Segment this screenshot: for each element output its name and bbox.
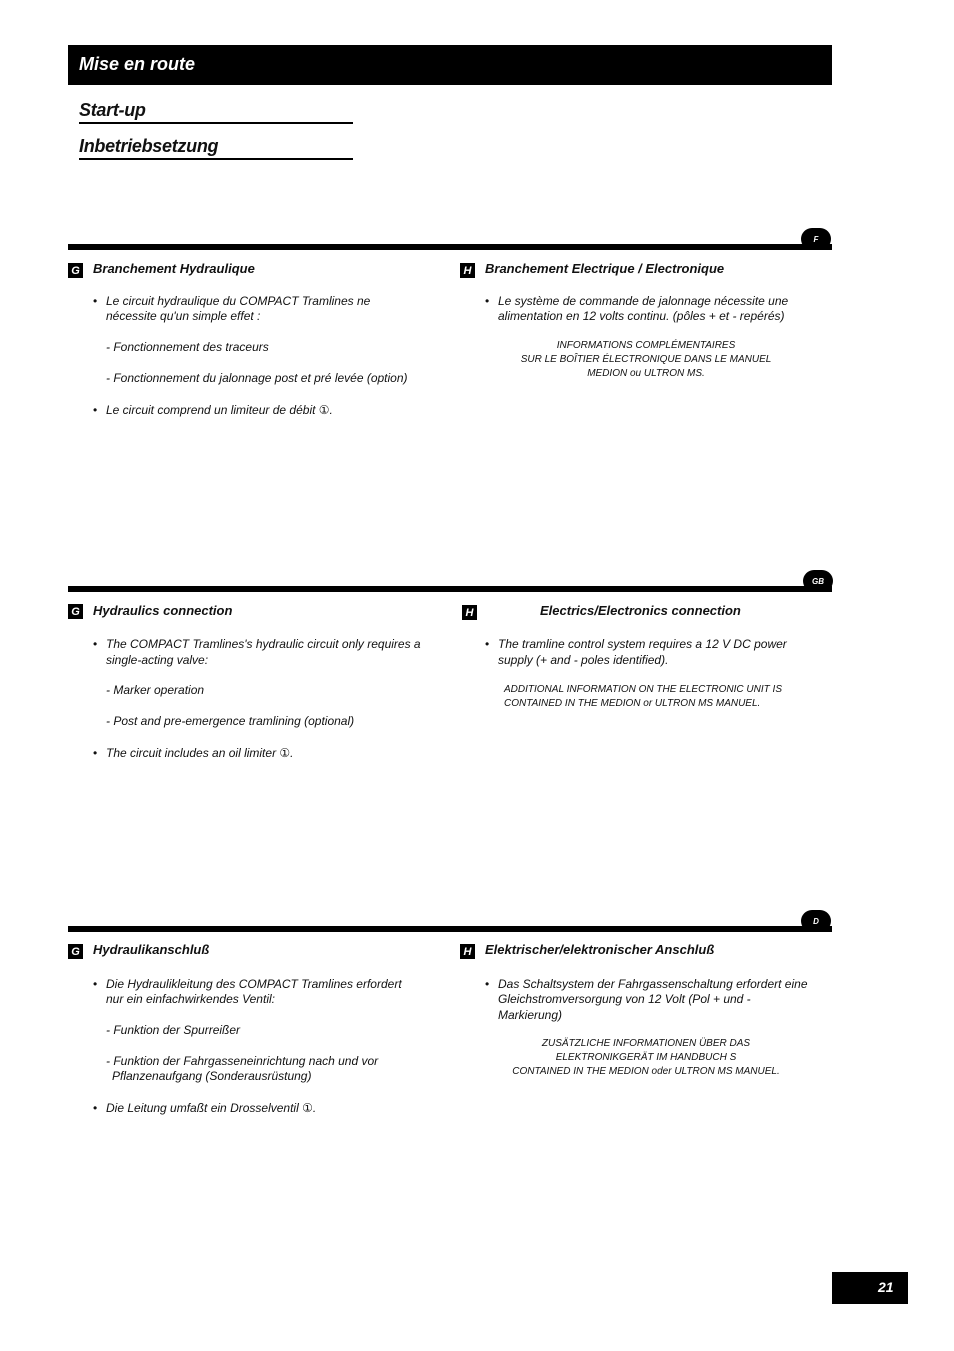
section-letter-g: G <box>68 604 83 619</box>
section-title-hydraulic-gb: Hydraulics connection <box>93 603 233 618</box>
section-title-electric-fr: Branchement Electrique / Electronique <box>485 261 725 276</box>
page-title: Mise en route <box>79 54 196 74</box>
language-badge-fr: F <box>801 228 831 250</box>
section-divider-fr <box>68 244 832 250</box>
hydraulic-text-gb-1b: single-acting valve: <box>106 653 209 667</box>
electric-text-de-1a: Das Schaltsystem der Fahrgassenschaltung erfordert eine <box>498 977 808 991</box>
bullet-marker: • <box>485 977 490 991</box>
section-letter-h: H <box>462 605 477 620</box>
language-badge-de: D <box>801 910 831 932</box>
hydraulic-item-de-2b: Pflanzenaufgang (Sonderausrüstung) <box>112 1069 312 1083</box>
hydraulic-item-gb-1: - Marker operation <box>106 683 205 697</box>
section-letter-g: G <box>68 263 83 278</box>
electric-note-fr-3: MEDION ou ULTRON MS. <box>587 368 705 379</box>
electric-text-de-1b: Gleichstromversorgung von 12 Volt (Pol + und - <box>498 992 751 1006</box>
section-letter-g: G <box>68 944 83 959</box>
section-title-hydraulic-de: Hydraulikanschluß <box>93 942 210 957</box>
bullet-marker: • <box>93 977 98 991</box>
hydraulic-item-de-2a: - Funktion der Fahrgasseneinrichtung nach und vor <box>106 1054 379 1068</box>
section-divider-de <box>68 926 832 932</box>
electric-note-fr-2: SUR LE BOÎTIER ÉLECTRONIQUE DANS LE MANUEL <box>520 354 772 365</box>
electric-note-de-3: CONTAINED IN THE MEDION oder ULTRON MS MANUEL. <box>512 1066 780 1077</box>
bullet-marker: • <box>485 637 490 651</box>
bullet-marker: • <box>93 294 98 308</box>
electric-text-de-1c: Markierung) <box>498 1008 563 1022</box>
language-badge-gb: GB <box>803 570 833 592</box>
electric-text-fr-1b: alimentation en 12 volts continu. (pôles + et - repérés) <box>498 309 785 323</box>
hydraulic-text-gb-2: The circuit includes an oil limiter ①. <box>106 746 294 760</box>
hydraulic-text-de-1a: Die Hydraulikleitung des COMPACT Tramlines erfordert <box>106 977 402 991</box>
hydraulic-text-fr-2: Le circuit comprend un limiteur de débit ①. <box>106 403 333 417</box>
section-letter-h: H <box>460 944 475 959</box>
electric-text-gb-1b: supply (+ and - poles identified). <box>498 653 669 667</box>
page-title-bar <box>68 45 832 85</box>
electric-text-gb-1a: The tramline control system requires a 12 V DC power <box>498 637 787 651</box>
hydraulic-item-de-1: - Funktion der Spurreißer <box>106 1023 241 1037</box>
bullet-marker: • <box>93 403 98 417</box>
section-divider-gb <box>68 586 832 592</box>
section-title-electric-gb: Electrics/Electronics connection <box>540 603 741 618</box>
hydraulic-text-fr-1b: nécessite qu'un simple effet : <box>106 309 261 323</box>
hydraulic-item-fr-1: - Fonctionnement des traceurs <box>106 340 269 354</box>
electric-note-de-2: ELEKTRONIKGERÄT IM HANDBUCH S <box>555 1052 737 1063</box>
electric-note-de-1: ZUSÄTZLICHE INFORMATIONEN ÜBER DAS <box>541 1038 751 1049</box>
hydraulic-item-fr-2: - Fonctionnement du jalonnage post et pré levée (option) <box>106 371 408 385</box>
hydraulic-text-de-2: Die Leitung umfaßt ein Drosselventil ①. <box>106 1101 317 1115</box>
electric-note-fr-1: INFORMATIONS COMPLÉMENTAIRES <box>556 340 736 351</box>
bullet-marker: • <box>93 1101 98 1115</box>
bullet-marker: • <box>485 294 490 308</box>
electric-text-fr-1a: Le système de commande de jalonnage nécessite une <box>498 294 789 308</box>
page-number: 21 <box>878 1279 894 1295</box>
section-letter-h: H <box>460 263 475 278</box>
electric-note-gb-1: ADDITIONAL INFORMATION ON THE ELECTRONIC UNIT IS <box>504 684 782 695</box>
section-title-hydraulic-fr: Branchement Hydraulique <box>93 261 255 276</box>
hydraulic-text-fr-1a: Le circuit hydraulique du COMPACT Tramlines ne <box>106 294 371 308</box>
bullet-marker: • <box>93 746 98 760</box>
bullet-marker: • <box>93 637 98 651</box>
hydraulic-text-gb-1a: The COMPACT Tramlines's hydraulic circuit only requires a <box>106 637 421 651</box>
subtitle-german: Inbetriebsetzung <box>79 136 353 160</box>
section-title-electric-de: Elektrischer/elektronischer Anschluß <box>485 942 715 957</box>
hydraulic-text-de-1b: nur ein einfachwirkendes Ventil: <box>106 992 275 1006</box>
hydraulic-item-gb-2: - Post and pre-emergence tramlining (optional) <box>106 714 355 728</box>
electric-note-gb-2: CONTAINED IN THE MEDION or ULTRON MS MANUEL. <box>504 698 761 709</box>
page-number-box <box>832 1272 908 1304</box>
subtitle-english: Start-up <box>79 100 353 124</box>
